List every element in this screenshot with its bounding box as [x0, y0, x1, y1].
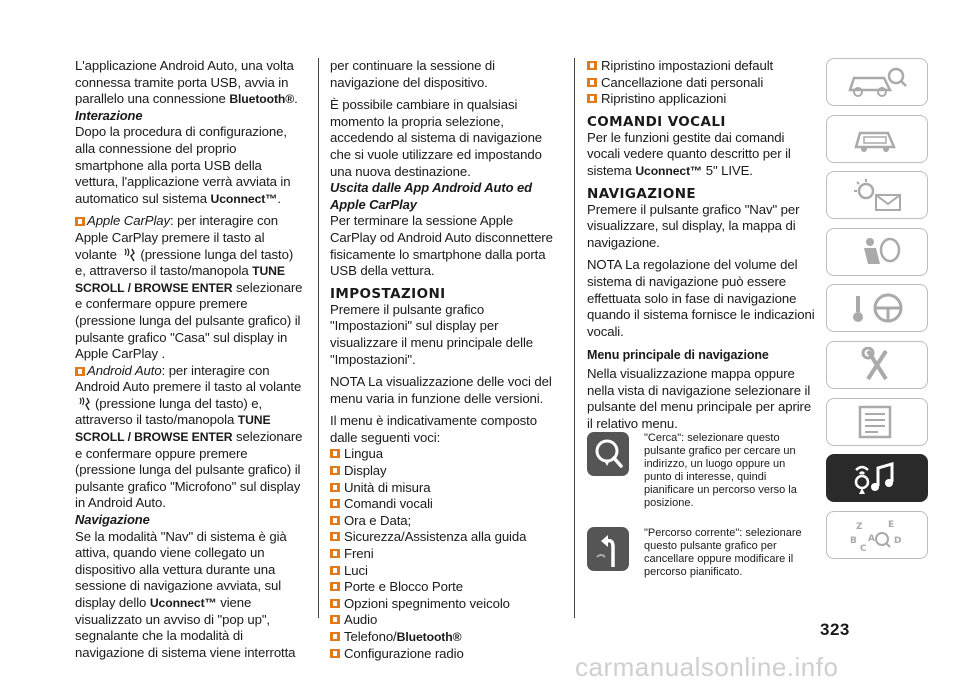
bullet-icon [330, 582, 340, 591]
heading-navigazione-3: NAVIGAZIONE [587, 185, 697, 202]
tab-checklist[interactable] [826, 398, 928, 446]
tab-wrench[interactable] [826, 341, 928, 389]
page-number: 323 [820, 620, 850, 639]
list-item: Unità di misura [330, 480, 560, 497]
column-divider [318, 58, 319, 618]
list-item: Ripristino impostazioni default [587, 58, 819, 75]
bullet-icon [75, 217, 85, 226]
route-description [587, 527, 819, 579]
list-item: Ora e Data; [330, 513, 560, 530]
list-item: Display [330, 463, 560, 480]
list-item: Audio [330, 612, 560, 629]
tab-multimedia[interactable] [826, 454, 928, 502]
bullet-icon [330, 516, 340, 525]
paragraph-exit: Per terminare la sessione Apple CarPlay od Android Auto disconnettere fisicamente lo smartphone dalla porta USB della vettura. [330, 213, 553, 279]
tab-airbag[interactable] [826, 228, 928, 276]
car-lights-icon [842, 121, 912, 157]
paragraph-settings: Premere il pulsante grafico "Impostazioni" sul display per visualizzare il menu principale delle "Impostazioni". [330, 301, 534, 367]
bullet-icon [330, 649, 340, 658]
list-item: Freni [330, 546, 560, 563]
bullet-icon [330, 532, 340, 541]
column-1 [75, 58, 307, 661]
tab-weather-message[interactable] [826, 171, 928, 219]
column-divider [574, 58, 575, 618]
list-item: Luci [330, 563, 560, 580]
list-item: Porte e Blocco Porte [330, 579, 560, 596]
column-2 [330, 58, 560, 662]
current-route-icon [587, 527, 629, 571]
paragraph-change: È possibile cambiare in qualsiasi momento la propria selezione, accedendo al sistema di navigazione che si vuole utilizzare ed impostando una nuova destinazione. [330, 97, 543, 179]
paragraph-continue: per continuare la sessione di navigazione del dispositivo. [330, 58, 495, 90]
wrench-icon [842, 347, 912, 383]
paragraph-android: Android Auto: per interagire con Android Auto premere il tasto al volante (pressione lunga del tasto) e, attraverso il tasto/manopola TUNE SCROLL / BROWSE ENTER selezionare e confermare oppure premere (pressione lunga del pulsante grafico) il pulsante grafico "Microfono" sul display in Android Auto. [75, 362, 303, 511]
voice-command-icon [123, 248, 137, 262]
index-letters-icon [842, 517, 912, 553]
paragraph-nav-mode: Se la modalità "Nav" di sistema è già attiva, quando viene collegato un dispositivo alla vettura durante una sessione di navigazione avviata, sul display dello Uconnect™ viene visualizzato un avviso di "pop up", segnalante che la modalità di navigazione di sistema viene interrotta [75, 528, 296, 660]
list-item: Telefono/Bluetooth® [330, 629, 560, 646]
paragraph-nav-note: NOTA La regolazione del volume del sistema di navigazione può essere effettuata solo in fase di navigazione quando il sistema fornisce le indicazioni vocali. [587, 257, 815, 339]
bullet-icon [330, 499, 340, 508]
heading-comandi-vocali: COMANDI VOCALI [587, 113, 726, 130]
svg-text:Z: Z [856, 521, 863, 532]
svg-text:E: E [888, 519, 895, 530]
bullet-icon [330, 549, 340, 558]
paragraph-menu: Nella visualizzazione mappa oppure nella vista di navigazione selezionare il pulsante del menu principale per aprire il relativo menu. [587, 365, 812, 431]
bullet-icon [330, 632, 340, 641]
paragraph-config: Dopo la procedura di configurazione, alla connessione del proprio smartphone alla porta USB della vettura, l'applicazione verrà avviata in automatico sul sistema Uconnect™. [75, 124, 291, 206]
multimedia-icon [842, 460, 912, 496]
tab-car-lights[interactable] [826, 115, 928, 163]
svg-text:C: C [860, 543, 867, 553]
tab-index[interactable] [826, 511, 928, 559]
list-item: Cancellazione dati personali [587, 75, 819, 92]
heading-menu-principale: Menu principale di navigazione [587, 348, 769, 363]
paragraph-intro: L'applicazione Android Auto, una volta connessa tramite porta USB, avvia in parallelo una connessione Bluetooth®. [75, 58, 298, 107]
list-item: Lingua [330, 446, 560, 463]
list-item: Configurazione radio [330, 646, 560, 663]
paragraph-voice: Per le funzioni gestite dai comandi vocali vedere quanto descritto per il sistema Uconnect™ 5" LIVE. [587, 129, 791, 178]
list-item: Comandi vocali [330, 496, 560, 513]
heading-uscita: Uscita dalle App Android Auto ed Apple CarPlay [330, 180, 532, 212]
steering-wheel-icon [842, 290, 912, 326]
car-info-icon [842, 64, 912, 100]
paragraph-menu-intro: Il menu è indicativamente composto dalle seguenti voci: [330, 413, 537, 445]
chapter-tabs [826, 58, 928, 567]
watermark: carmanualsonline.info [575, 652, 839, 682]
heading-interazione: Interazione [75, 107, 143, 123]
heading-impostazioni: IMPOSTAZIONI [330, 285, 446, 302]
route-text: "Percorso corrente": selezionare questo pulsante grafico per cancellare oppure modificare il percorso pianificato. [644, 527, 802, 578]
search-description [587, 432, 819, 510]
heading-navigazione: Navigazione [75, 512, 150, 528]
paragraph-note: NOTA La visualizzazione delle voci del menu varia in funzione delle versioni. [330, 374, 552, 406]
search-text: "Cerca": selezionare questo pulsante grafico per cercare un indirizzo, un luogo oppure un punto di interesse, quindi pianificare un percorso verso la posizione. [644, 432, 797, 509]
weather-message-icon [842, 177, 912, 213]
settings-list [330, 446, 560, 662]
bullet-icon [75, 367, 85, 376]
paragraph-apple: Apple CarPlay: per interagire con Apple CarPlay premere il tasto al volante (pressione lunga del tasto) e, attraverso il tasto/manopola TUNE SCROLL / BROWSE ENTER selezionare e confermare oppure premere (pressione lunga del pulsante grafico) il pulsante grafico "Casa" sul display in Apple CarPlay . [75, 213, 303, 362]
bullet-icon [330, 466, 340, 475]
column-3 [587, 58, 819, 432]
bullet-icon [330, 599, 340, 608]
airbag-icon [842, 234, 912, 270]
list-item: Sicurezza/Assistenza alla guida [330, 529, 560, 546]
svg-text:A: A [868, 533, 875, 544]
voice-command-icon [78, 397, 92, 411]
bullet-icon [587, 78, 597, 87]
paragraph-nav: Premere il pulsante grafico "Nav" per visualizzare, sul display, la mappa di navigazione. [587, 201, 800, 250]
bullet-icon [587, 61, 597, 70]
bullet-icon [587, 94, 597, 103]
tab-car-info[interactable] [826, 58, 928, 106]
list-item: Opzioni spegnimento veicolo [330, 596, 560, 613]
bullet-icon [330, 566, 340, 575]
bullet-icon [330, 449, 340, 458]
bullet-icon [330, 615, 340, 624]
bullet-icon [330, 483, 340, 492]
list-item: Ripristino applicazioni [587, 91, 819, 108]
checklist-icon [842, 404, 912, 440]
svg-text:D: D [894, 535, 902, 546]
svg-text:B: B [850, 535, 857, 546]
settings-list-continued [587, 58, 819, 108]
search-icon [587, 432, 629, 476]
tab-steering-wheel[interactable] [826, 284, 928, 332]
